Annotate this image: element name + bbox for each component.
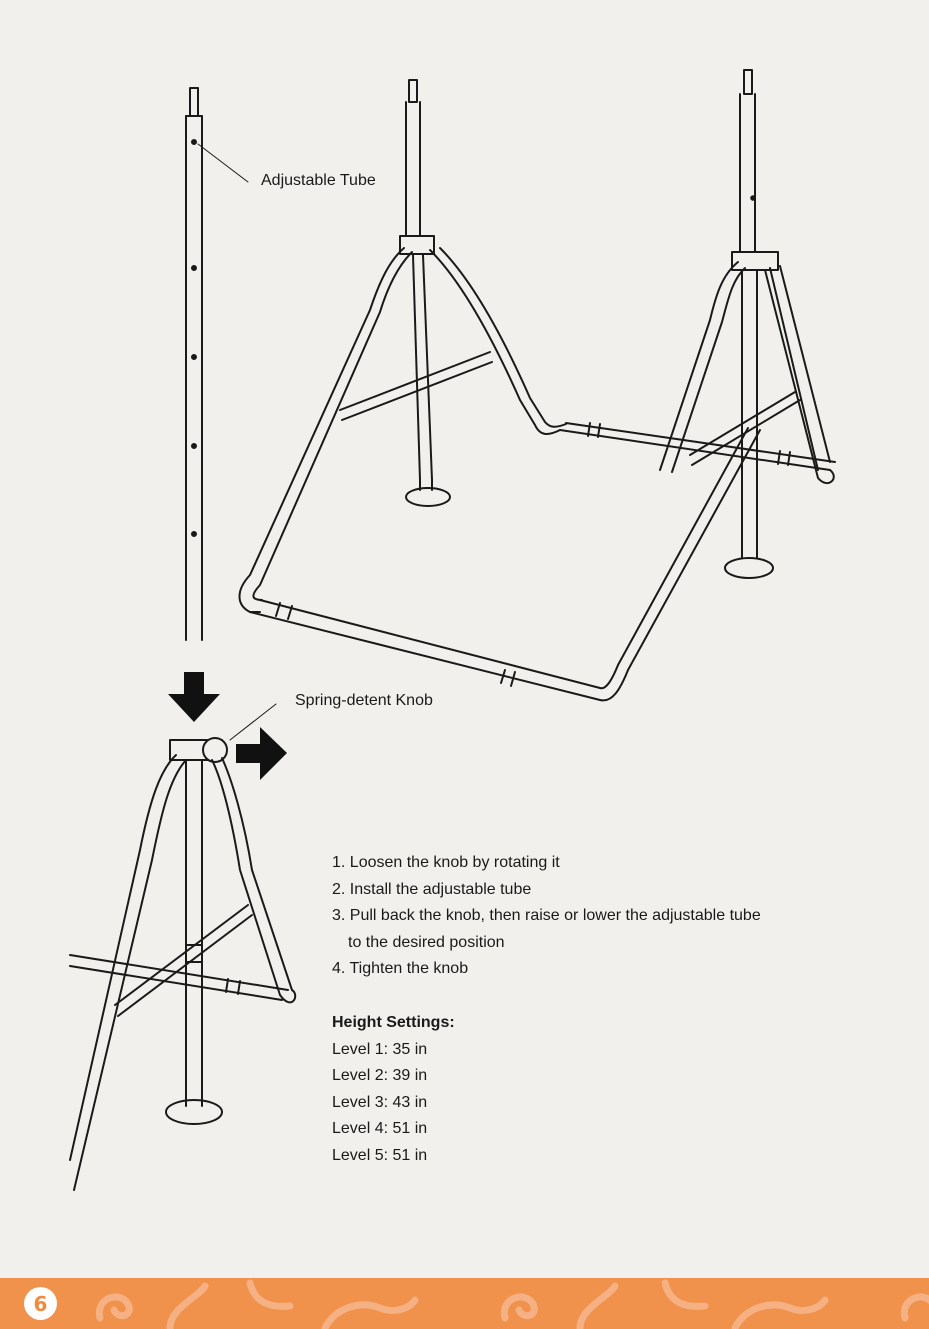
frame-drawing [240,70,836,700]
instruction-step: 3. Pull back the knob, then raise or lower the adjustable tube [332,907,761,925]
height-settings [332,1010,455,1170]
adjustable-tube-label: Adjustable Tube [261,172,376,189]
instruction-list [332,850,761,983]
page-footer [0,1278,929,1329]
instruction-step-continued: to the desired position [348,933,505,951]
instruction-step: 2. Install the adjustable tube [332,880,532,898]
page-number-badge: 6 [24,1287,57,1320]
height-level: Level 2: 39 in [332,1067,428,1085]
height-level: Level 3: 43 in [332,1093,428,1111]
height-level: Level 4: 51 in [332,1120,428,1138]
instruction-step: 1. Loosen the knob by rotating it [332,854,560,871]
arrow-down-icon [168,672,220,722]
height-level: Level 5: 51 in [332,1146,428,1164]
instruction-step: 4. Tighten the knob [332,960,469,978]
height-settings-title: Height Settings: [332,1014,455,1031]
arrow-right-icon [236,727,287,780]
swirl-pattern [0,1278,929,1329]
knob-label: Spring-detent Knob [295,692,433,709]
adjustable-tube-drawing [186,88,248,640]
height-level: Level 1: 35 in [332,1040,428,1058]
